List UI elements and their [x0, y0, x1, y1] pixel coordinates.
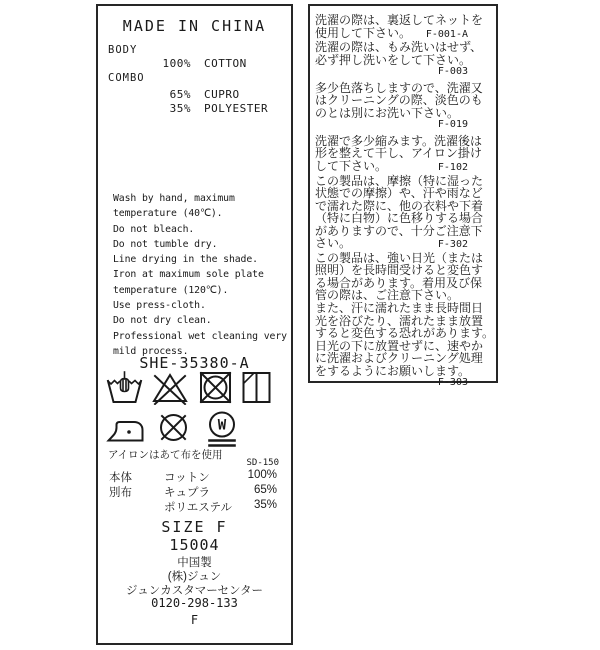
do-not-dry-clean-icon [156, 411, 191, 446]
size-code: F [190, 613, 199, 627]
composition-jp-row [109, 469, 277, 485]
note-line [315, 326, 495, 341]
material-label: キュプラ [164, 487, 210, 499]
note-text: 洗濯で多少縮みます。洗濯後は [315, 133, 483, 148]
instruction-line: temperature (40℃). [113, 208, 223, 220]
washing-notes-panel [308, 4, 498, 389]
note-code: F-302 [437, 239, 468, 251]
product-code: SHE-35380-A [139, 354, 250, 372]
note-text: 日光の下に放置せずに、速やか [315, 338, 484, 353]
note-text: がありますので、十分ご注意下 [315, 223, 483, 238]
composition-pct: 35% [169, 102, 191, 115]
part-label: 本体 [109, 472, 132, 484]
composition-jp-row [109, 484, 277, 500]
note-text: のとは別にお洗い下さい。 [315, 105, 460, 120]
composition-row [98, 88, 291, 101]
material-label: コットン [164, 472, 210, 484]
composition-jp-row [109, 499, 277, 515]
size-label: SIZE F [161, 518, 228, 536]
note-text: 多少色落ちしますので、洗濯又 [315, 80, 483, 95]
instruction-line: mild process. [113, 345, 189, 357]
note-text: すると変色する恐れがあります。 [315, 326, 495, 341]
composition-pct: 100% [162, 57, 191, 70]
do-not-tumble-dry-icon [197, 370, 233, 405]
note-text: で濡れた際に、他の衣料や下着 [315, 198, 484, 213]
composition-pct: 65% [169, 88, 191, 101]
part-label [109, 499, 164, 515]
material-pct: 35% [253, 499, 277, 511]
note-line [315, 302, 492, 315]
note-text: 洗濯の際は、もみ洗いはせず、 [315, 40, 483, 55]
fabric-code: SD-150 [246, 458, 279, 468]
body-group-label: BODY [108, 44, 138, 56]
note-code: F-001-A [425, 28, 468, 40]
customer-center-name: ジュンカスタマーセンター [125, 585, 264, 597]
note-text: また、汗に濡れたまま長時間日 [315, 301, 484, 316]
note-line [315, 119, 492, 132]
instruction-line: Wash by hand, maximum [113, 193, 235, 204]
line-dry-in-shade-icon [241, 370, 272, 405]
care-symbols-row-2 [106, 411, 247, 449]
iron-low-heat-icon [106, 415, 145, 443]
instruction-line: Do not tumble dry. [113, 238, 218, 250]
customer-center-phone: 0120-298-133 [151, 596, 238, 610]
instruction-line: Do not dry clean. [113, 315, 212, 327]
company-name: (株)ジュン [167, 571, 222, 583]
note-line [315, 41, 492, 54]
composition-row [98, 57, 291, 70]
note-text: 形を整えて干し、アイロン掛け [315, 146, 482, 161]
note-line [315, 27, 492, 42]
origin-label: 中国製 [177, 557, 212, 569]
care-instructions-en [113, 191, 287, 359]
note-text: 照明）を長時間受けると変色す [315, 263, 484, 278]
note-line [315, 107, 492, 120]
note-code: F-303 [437, 377, 468, 389]
note-code: F-019 [437, 119, 468, 131]
iron-press-cloth-note: アイロンはあて布を使用 [108, 449, 223, 461]
note-text: はクリーニングの際、淡色のも [315, 93, 483, 108]
care-symbols-row-1 [106, 370, 280, 405]
note-text: 状態での摩擦）や、汗や雨など [315, 186, 483, 201]
composition-row [98, 102, 291, 115]
instruction-line: temperature (120℃). [113, 284, 229, 296]
note-text: をするようにお願いします。 [315, 363, 471, 378]
note-text: この製品は、摩擦（特に湿った [315, 173, 484, 188]
hand-wash-icon [106, 370, 143, 405]
note-line [315, 66, 492, 79]
note-text: さい。 [315, 236, 352, 251]
note-text: （特に白物）に色移りする場合 [315, 211, 484, 226]
note-text: 管の際は、ご注意下さい。 [315, 288, 460, 303]
combo-group-label: COMBO [108, 72, 145, 84]
note-line [315, 237, 492, 252]
composition-material: CUPRO [204, 88, 240, 101]
note-line [315, 212, 492, 225]
note-text: る場合があります。着用及び保 [315, 275, 483, 290]
part-label: 別布 [109, 487, 132, 499]
note-text: に洗濯およびクリーニング処理 [315, 351, 483, 366]
material-pct: 100% [247, 469, 277, 481]
note-code: F-102 [437, 162, 468, 174]
instruction-line: Iron at maximum sole plate [113, 269, 264, 281]
instruction-line: Professional wet cleaning very [113, 330, 287, 342]
note-text: 洗濯の際は、裏返してネットを [315, 13, 484, 27]
wet-clean-letter: W [217, 417, 227, 434]
note-text: 必ず押し洗いをして下さい。 [315, 52, 472, 67]
instruction-line: Line drying in the shade. [113, 254, 258, 266]
note-line [315, 54, 492, 67]
note-line [315, 187, 492, 200]
style-number: 15004 [169, 536, 220, 554]
made-in-heading: MADE IN CHINA [122, 17, 267, 35]
note-text: 使用して下さい。 [315, 25, 412, 40]
instruction-line: Use press-cloth. [113, 300, 206, 312]
note-line [315, 377, 492, 390]
do-not-bleach-icon [151, 370, 189, 405]
note-code: F-003 [437, 66, 468, 78]
professional-wet-clean-very-mild-icon [205, 411, 239, 449]
material-label: ポリエステル [164, 502, 232, 514]
care-tag-panel [96, 4, 293, 645]
note-text: この製品は、強い日光（または [315, 250, 484, 265]
note-line [315, 14, 492, 27]
note-line [315, 365, 492, 378]
material-pct: 65% [253, 484, 277, 496]
composition-material: POLYESTER [204, 102, 269, 115]
composition-material: COTTON [204, 57, 247, 70]
note-text: 光を浴びたり、濡れたまま放置 [315, 313, 484, 328]
note-line [315, 160, 492, 175]
note-line [315, 352, 492, 365]
note-line [315, 94, 492, 107]
instruction-line: Do not bleach. [113, 223, 195, 235]
note-text: して下さい。 [315, 159, 388, 174]
